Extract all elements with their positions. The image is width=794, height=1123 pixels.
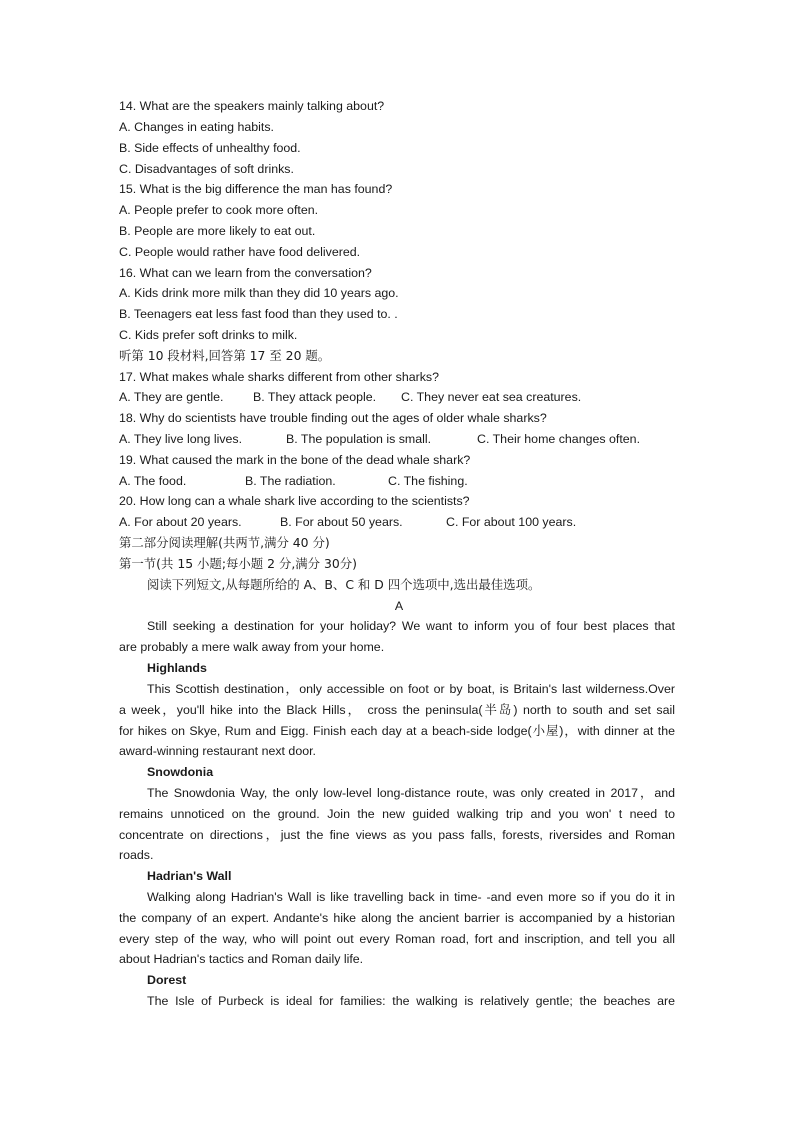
q15-option-c: C. People would rather have food delivered.: [119, 245, 361, 259]
snowdonia-line-2: remains unnoticed on the ground. Join the new guided walking trip and you won' t need to: [119, 807, 675, 821]
question-15: 15. What is the big difference the man has found?: [119, 182, 393, 196]
snowdonia-line-3: concentrate on directions，just the fine views as you pass falls, forests, riversides and Roman: [119, 828, 675, 842]
highlands-line-2: a week，you'll hike into the Black Hills， cross the peninsula(半岛) north to south and set sail: [119, 703, 675, 717]
intro-line-1: Still seeking a destination for your holiday? We want to inform you of four best places that: [147, 619, 675, 633]
place-heading-hadrians-wall: Hadrian's Wall: [147, 869, 232, 883]
q17-option-a: A. They are gentle.: [119, 390, 224, 404]
q20-option-a: A. For about 20 years.: [119, 515, 242, 529]
q20-option-b: B. For about 50 years.: [280, 515, 403, 529]
place-heading-dorest: Dorest: [147, 973, 187, 987]
q17-options: [119, 387, 675, 408]
q14-option-c: C. Disadvantages of soft drinks.: [119, 162, 294, 176]
hadrians-line-4: about Hadrian's tactics and Roman daily life.: [119, 952, 364, 966]
q18-option-b: B. The population is small.: [286, 432, 432, 446]
q16-option-c: C. Kids prefer soft drinks to milk.: [119, 328, 298, 342]
q18-options: [119, 429, 675, 450]
q14-option-b: B. Side effects of unhealthy food.: [119, 141, 301, 155]
q15-option-b: B. People are more likely to eat out.: [119, 224, 316, 238]
snowdonia-line-1: The Snowdonia Way, the only low-level long-distance route, was only created in 2017，and: [147, 786, 675, 800]
question-17: 17. What makes whale sharks different from other sharks?: [119, 370, 440, 384]
dorest-line-1: The Isle of Purbeck is ideal for families: the walking is relatively gentle; the beaches are: [147, 994, 675, 1008]
hadrians-line-2: the company of an expert. Andante's hike along the ancient barrier is accompanied by a historian: [119, 911, 675, 925]
part-two-title: 第二部分阅读理解(共两节,满分 40 分): [119, 535, 330, 550]
q19-option-a: A. The food.: [119, 474, 187, 488]
place-heading-snowdonia: Snowdonia: [147, 765, 214, 779]
section-10-heading: 听第 10 段材料,回答第 17 至 20 题。: [119, 348, 331, 363]
q14-option-a: A. Changes in eating habits.: [119, 120, 274, 134]
reading-instruction: 阅读下列短文,从每题所给的 A、B、C 和 D 四个选项中,选出最佳选项。: [147, 577, 541, 592]
q16-option-a: A. Kids drink more milk than they did 10 years ago.: [119, 286, 399, 300]
q19-option-c: C. The fishing.: [388, 474, 468, 488]
q19-options: [119, 471, 675, 492]
q16-option-b: B. Teenagers eat less fast food than they used to. .: [119, 307, 398, 321]
q18-option-c: C. Their home changes often.: [477, 432, 641, 446]
question-14: 14. What are the speakers mainly talking about?: [119, 99, 385, 113]
highlands-line-3: for hikes on Skye, Rum and Eigg. Finish each day at a beach-side lodge(小屋)，with dinner at the: [119, 724, 675, 738]
highlands-line-1: This Scottish destination，only accessible on foot or by boat, is Britain's last wilderness.Over: [147, 682, 675, 696]
question-16: 16. What can we learn from the conversation?: [119, 266, 372, 280]
section-one-title: 第一节(共 15 小题;每小题 2 分,满分 30分): [119, 556, 357, 571]
question-20: 20. How long can a whale shark live according to the scientists?: [119, 494, 470, 508]
q18-option-a: A. They live long lives.: [119, 432, 243, 446]
passage-label: A: [394, 599, 404, 613]
question-18: 18. Why do scientists have trouble finding out the ages of older whale sharks?: [119, 411, 547, 425]
hadrians-line-3: every step of the way, who will point out every Roman road, fort and inscription, and tell you all: [119, 932, 675, 946]
question-19: 19. What caused the mark in the bone of the dead whale shark?: [119, 453, 471, 467]
q20-option-c: C. For about 100 years.: [446, 515, 577, 529]
highlands-line-4: award-winning restaurant next door.: [119, 744, 316, 758]
q15-option-a: A. People prefer to cook more often.: [119, 203, 319, 217]
q19-option-b: B. The radiation.: [245, 474, 336, 488]
place-heading-highlands: Highlands: [147, 661, 207, 675]
hadrians-line-1: Walking along Hadrian's Wall is like travelling back in time- -and even more so if you do it in: [147, 890, 675, 904]
q17-option-b: B. They attack people.: [253, 390, 377, 404]
q17-option-c: C. They never eat sea creatures.: [401, 390, 582, 404]
q20-options: [119, 512, 675, 533]
snowdonia-line-4: roads.: [119, 848, 154, 862]
intro-line-2: are probably a mere walk away from your home.: [119, 640, 385, 654]
